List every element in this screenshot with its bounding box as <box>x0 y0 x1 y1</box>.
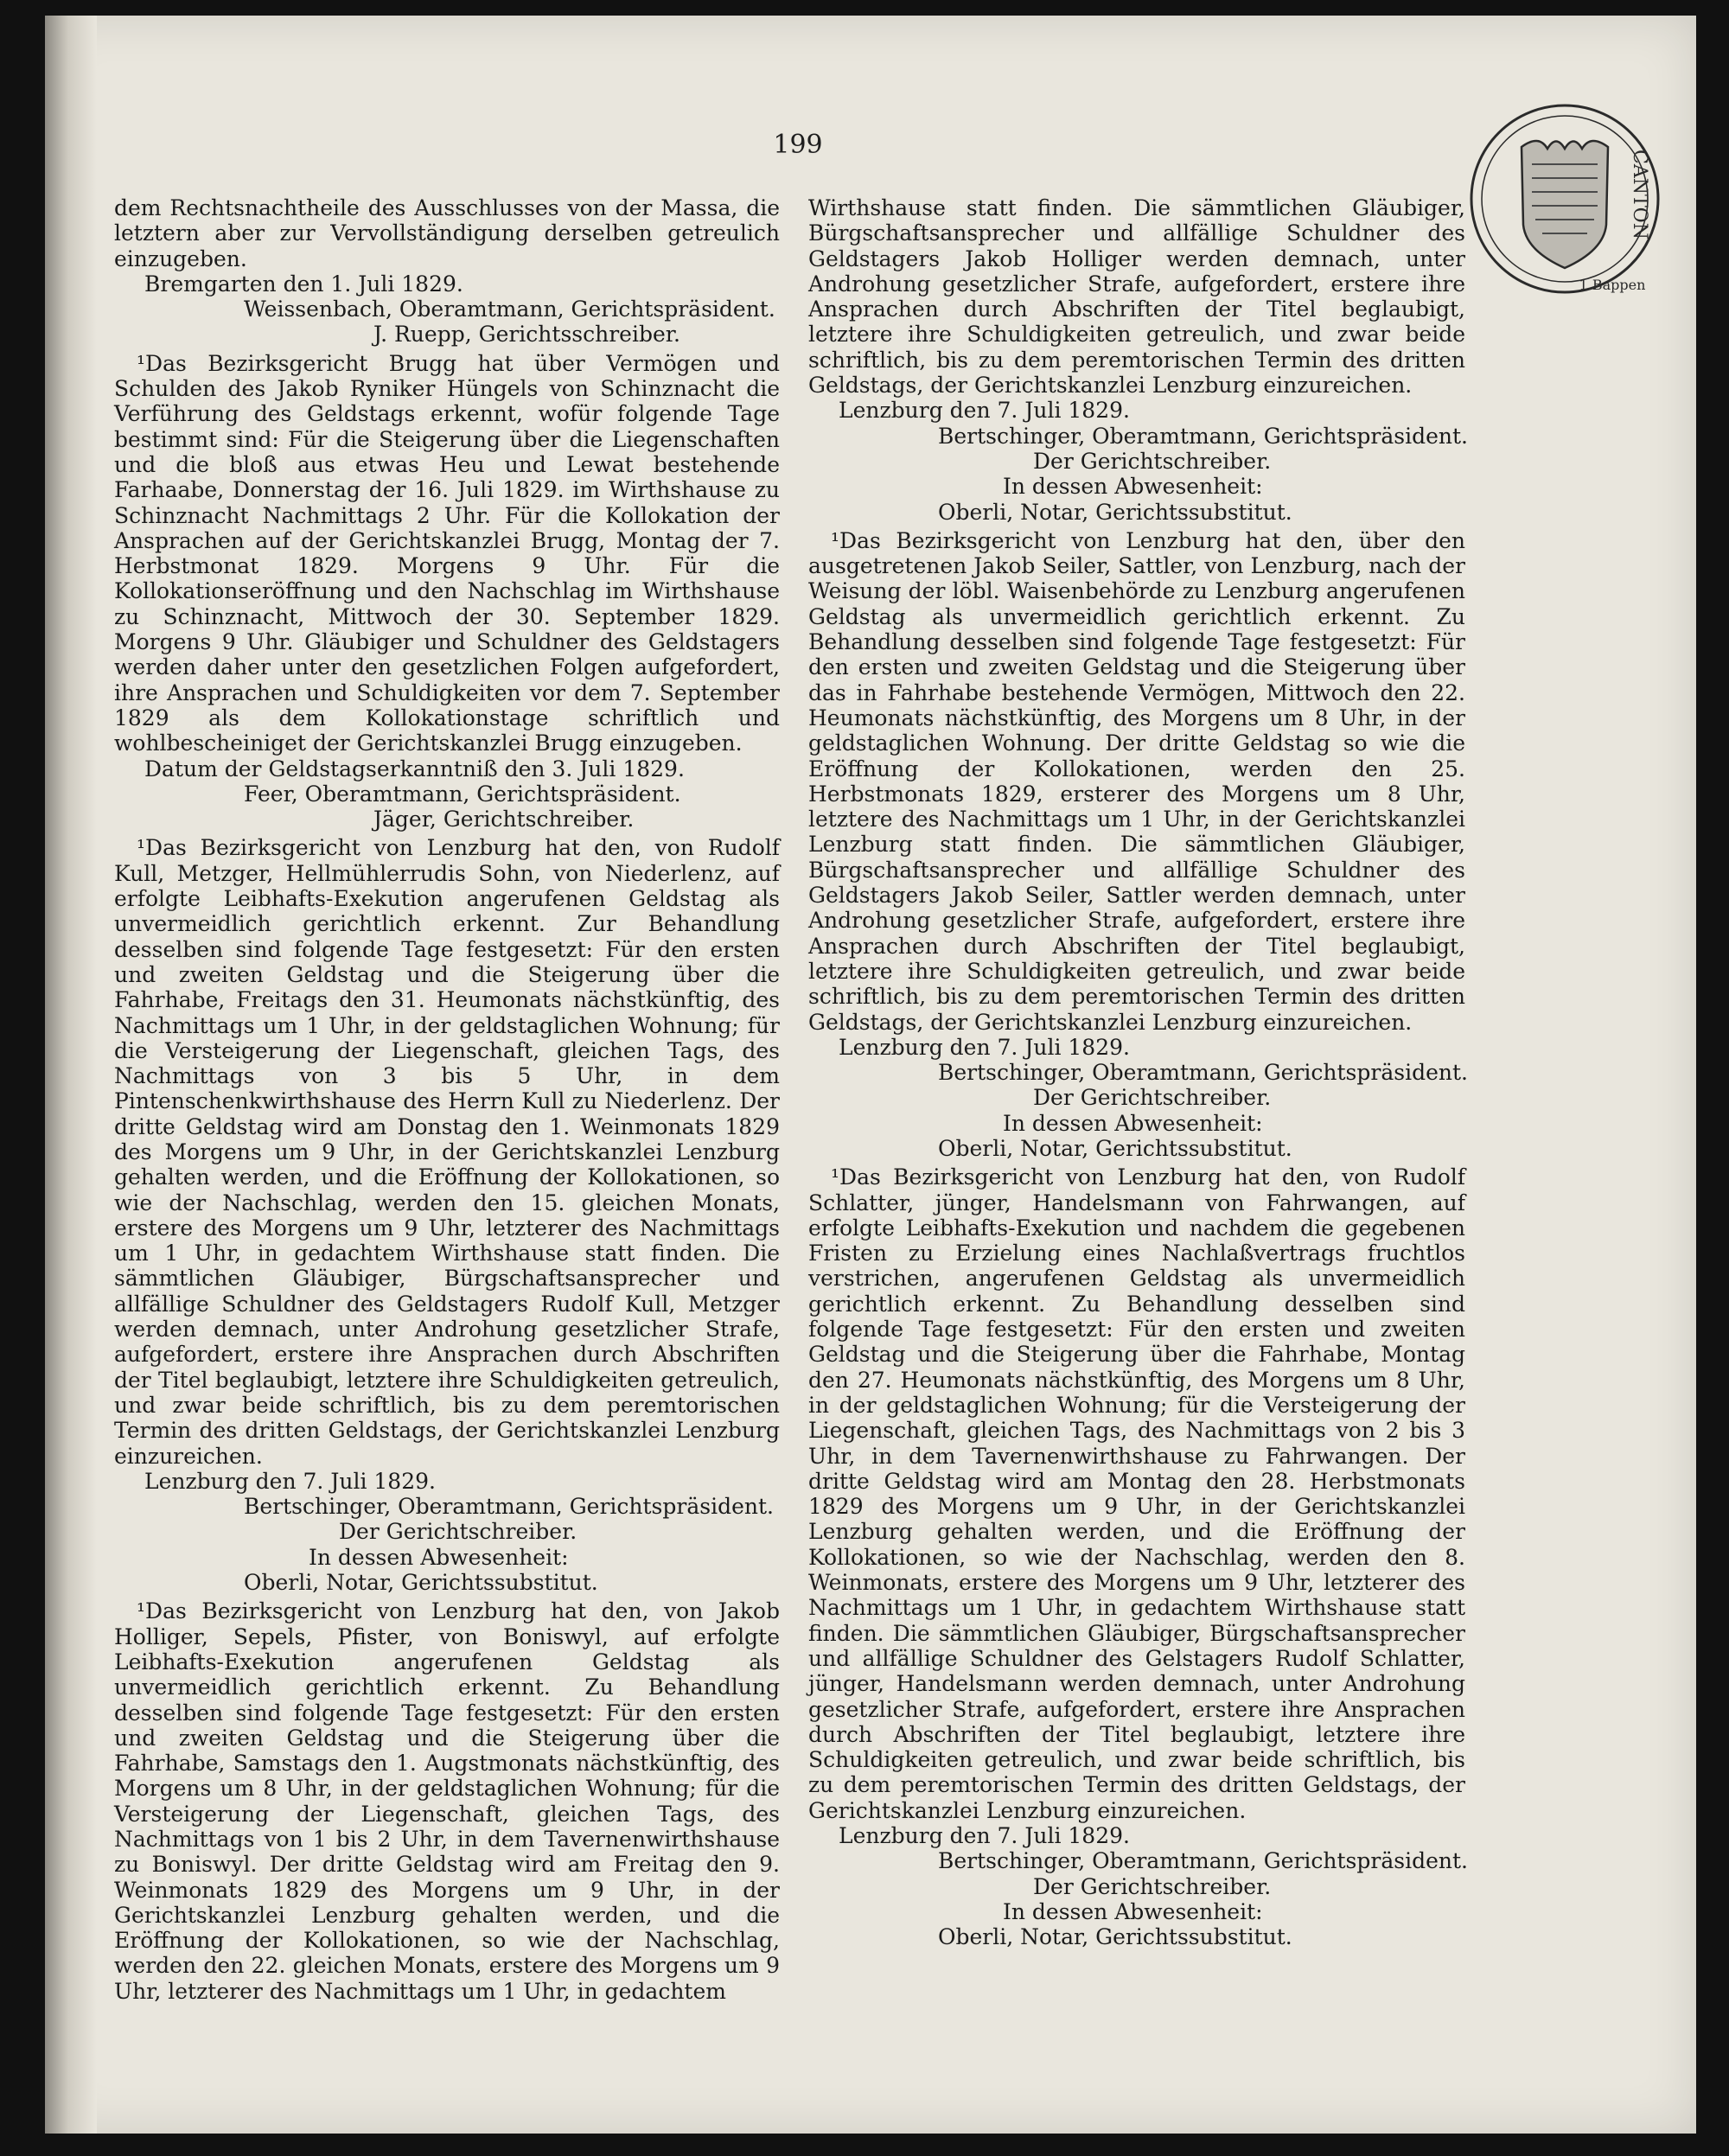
notice-lenzburg-seiler <box>808 527 1468 1161</box>
signature-line: Feer, Oberamtmann, Gerichtspräsident. <box>244 781 681 807</box>
page-number: 199 <box>773 130 823 160</box>
signature-line: Oberli, Notar, Gerichtssubstitut. <box>244 1570 598 1596</box>
continuation-text: Wirthshause statt finden. Die sämmtlichen Gläubiger, Bürgschaftsansprecher und allfällige Schuldner des Geldstagers Jakob Holliger werden demnach, unter Androhung gesetzlicher Strafe, aufgefordert, erstere ihre Ansprachen durch Abschriften der Titel beglaubigt, letztere ihre Schuldigkeiten getreulich, und zwar beide schriftlich, bis zu dem peremtorischen Termin des dritten Geldstags, der Gerichtskanzlei Lenzburg einzureichen. <box>808 195 1465 399</box>
page-fold-shadow <box>45 16 97 2134</box>
signature-line: Oberli, Notar, Gerichtssubstitut. <box>938 499 1292 525</box>
signature-line: In dessen Abwesenheit: <box>1003 474 1263 500</box>
continuation-notice-left <box>114 195 780 348</box>
notice-date: Lenzburg den 7. Juli 1829. <box>839 1034 1130 1060</box>
notice-lenzburg-holliger <box>114 1598 780 2004</box>
signature-line: In dessen Abwesenheit: <box>1003 1898 1263 1924</box>
notice-date: Lenzburg den 7. Juli 1829. <box>144 1468 436 1494</box>
continuation-text: dem Rechtsnachtheile des Ausschlusses von der Massa, die letztern aber zur Vervollständigung derselben getreulich einzugeben. <box>114 195 780 271</box>
signature-line: Jäger, Gerichtschreiber. <box>373 807 635 832</box>
continuation-notice-right <box>808 195 1468 525</box>
stamp-text-bottom: 1 Bappen <box>1579 277 1646 293</box>
notice-date: Lenzburg den 7. Juli 1829. <box>839 1823 1130 1848</box>
signature-line: In dessen Abwesenheit: <box>309 1544 569 1570</box>
signature-line: Bertschinger, Oberamtmann, Gerichtspräsident. <box>244 1494 774 1520</box>
notice-text: ¹Das Bezirksgericht von Lenzburg hat den, von Rudolf Kull, Metzger, Hellmühlerrudis Sohn, von Niederlenz, auf erfolgte Leibhafts-Exekution angerufenen Geldstag als unvermeidlich gerichtlich erkennt. Zur Behandlung desselben sind folgende Tage festgesetzt: Für den ersten und zweiten Geldstag und die Steigerung über die Fahrhabe, Freitags den 31. Heumonats nächstkünftig, des Nachmittags um 1 Uhr, in der geldstaglichen Wohnung; für die Versteigerung der Liegenschaft, gleichen Tags, des Nachmittags von 3 bis 5 Uhr, in dem Pintenschenkwirthshause des Herrn Kull zu Niederlenz. Der dritte Geldstag wird am Donstag den 1. Weinmonats 1829 des Morgens um 9 Uhr, in der Gerichtskanzlei Lenzburg gehalten werden, und die Eröffnung der Kollokationen, so wie der Nachschlag, werden den 15. gleichen Monats, erstere des Morgens um 9 Uhr, letzterer des Nachmittags um 1 Uhr, in gedachtem Wirthshause statt finden. Die sämmtlichen Gläubiger, Bürgschaftsansprecher und allfällige Schuldner des Geldstagers Rudolf Kull, Metzger werden demnach, unter Androhung gesetzlicher Strafe, aufgefordert, erstere ihre Ansprachen durch Abschriften der Titel beglaubigt, letztere ihre Schuldigkeiten getreulich, und zwar beide schriftlich, bis zu dem peremtorischen Termin des dritten Geldstags, der Gerichtskanzlei Lenzburg einzureichen. <box>114 835 780 1469</box>
signature-line: Bertschinger, Oberamtmann, Gerichtspräsident. <box>938 1060 1468 1086</box>
right-column <box>808 195 1468 1953</box>
signature-line: Der Gerichtschreiber. <box>1033 448 1272 474</box>
notice-date: Lenzburg den 7. Juli 1829. <box>839 398 1130 424</box>
notice-date: Bremgarten den 1. Juli 1829. <box>144 271 463 297</box>
notice-brugg-ryniker <box>114 351 780 832</box>
signature-line: Bertschinger, Oberamtmann, Gerichtspräsident. <box>938 423 1468 449</box>
signature-line: Der Gerichtschreiber. <box>339 1519 577 1545</box>
coat-of-arms-stamp-icon <box>1461 95 1668 303</box>
signature-line: J. Ruepp, Gerichtsschreiber. <box>373 322 680 348</box>
notice-lenzburg-kull <box>114 835 780 1595</box>
notice-date: Datum der Geldstagserkanntniß den 3. Juli 1829. <box>144 756 685 781</box>
signature-line: Der Gerichtschreiber. <box>1033 1085 1272 1111</box>
signature-line: Bertschinger, Oberamtmann, Gerichtspräsident. <box>938 1848 1468 1874</box>
notice-text: ¹Das Bezirksgericht von Lenzburg hat den, über den ausgetretenen Jakob Seiler, Sattler, von Lenzburg, nach der Weisung der löbl. Waisenbehörde zu Lenzburg angerufenen Geldstag als unvermeidlich gerichtlich erkennt. Zu Behandlung desselben sind folgende Tage festgesetzt: Für den ersten und zweiten Geldstag und die Steigerung über das in Fahrhabe bestehende Vermögen, Mittwoch den 22. Heumonats nächstkünftig, des Morgens um 8 Uhr, in der geldstaglichen Wohnung. Der dritte Geldstag so wie die Eröffnung der Kollokationen, werden den 25. Herbstmonats 1829, ersterer des Morgens um 8 Uhr, letztere des Nachmittags um 1 Uhr, in der Gerichtskanzlei Lenzburg statt finden. Die sämmtlichen Gläubiger, Bürgschaftsansprecher und allfällige Schuldner des Geldstagers Jakob Seiler, Sattler werden demnach, unter Androhung gesetzlicher Strafe, aufgefordert, erstere ihre Ansprachen durch Abschriften der Titel beglaubigt, letztere ihre Schuldigkeiten getreulich, und zwar beide schriftlich, bis zu dem peremtorischen Termin des dritten Geldstags, der Gerichtskanzlei Lenzburg einzureichen. <box>808 527 1465 1035</box>
notice-text: ¹Das Bezirksgericht von Lenzburg hat den, von Jakob Holliger, Sepels, Pfister, von Boniswyl, auf erfolgte Leibhafts-Exekution angerufenen Geldstag als unvermeidlich gerichtlich erkennt. Zu Behandlung desselben sind folgende Tage festgesetzt: Für den ersten und zweiten Geldstag und die Steigerung über die Fahrhabe, Samstags den 1. Augstmonats nächstkünftig, des Morgens um 8 Uhr, in der geldstaglichen Wohnung; für die Versteigerung der Liegenschaft, gleichen Tags, des Nachmittags von 1 bis 2 Uhr, in dem Tavernenwirthshause zu Boniswyl. Der dritte Geldstag wird am Freitag den 9. Weinmonats 1829 des Morgens um 9 Uhr, in der Gerichtskanzlei Lenzburg gehalten werden, und die Eröffnung der Kollokationen, so wie der Nachschlag, werden den 22. gleichen Monats, erstere des Morgens um 9 Uhr, letzterer des Nachmittags um 1 Uhr, in gedachtem <box>114 1598 780 2004</box>
notice-text: ¹Das Bezirksgericht Brugg hat über Vermögen und Schulden des Jakob Ryniker Hüngels von Schinznacht die Verführung des Geldstags erkennt, wofür folgende Tage bestimmt sind: Für die Steigerung über die Liegenschaften und die bloß aus etwas Heu und Lewat bestehende Farhaabe, Donnerstag der 16. Juli 1829. im Wirthshause zu Schinznacht Nachmittags 2 Uhr. Für die Kollokation der Ansprachen auf der Gerichtskanzlei Brugg, Montag der 7. Herbstmonat 1829. Morgens 9 Uhr. Für die Kollokationseröffnung und den Nachschlag im Wirthshause zu Schinznacht, Mittwoch der 30. September 1829. Morgens 9 Uhr. Gläubiger und Schuldner des Geldstagers werden daher unter den gesetzlichen Folgen aufgefordert, ihre Ansprachen und Schuldigkeiten vor dem 7. September 1829 als dem Kollokationstage schriftlich und wohlbescheiniget der Gerichtskanzlei Brugg einzugeben. <box>114 350 780 756</box>
signature-line: Oberli, Notar, Gerichtssubstitut. <box>938 1135 1292 1161</box>
left-column <box>114 195 780 2007</box>
signature-line: In dessen Abwesenheit: <box>1003 1110 1263 1136</box>
notice-lenzburg-schlatter <box>808 1164 1468 1950</box>
signature-line: Der Gerichtschreiber. <box>1033 1873 1272 1899</box>
stamp-text-top: CANTON <box>1629 150 1650 239</box>
notice-text: ¹Das Bezirksgericht von Lenzburg hat den, von Rudolf Schlatter, jünger, Handelsmann von Fahrwangen, auf erfolgte Leibhafts-Exekution und nachdem die gegebenen Fristen zu Erzielung eines Nachlaßvertrags fruchtlos verstrichen, angerufenen Geldstag als unvermeidlich gerichtlich erkennt. Zu Behandlung desselben sind folgende Tage festgesetzt: Für den ersten und zweiten Geldstag und die Steigerung über die Fahrhabe, Montag den 27. Heumonats nächstkünftig, des Morgens um 8 Uhr, in der geldstaglichen Wohnung; für die Versteigerung der Liegenschaft, gleichen Tags, des Nachmittags von 2 bis 3 Uhr, in dem Tavernenwirthshause zu Fahrwangen. Der dritte Geldstag wird am Montag den 28. Herbstmonats 1829 des Morgens um 9 Uhr, in der Gerichtskanzlei Lenzburg gehalten werden, und die Eröffnung der Kollokationen, so wie der Nachschlag, werden den 8. Weinmonats, erstere des Morgens um 9 Uhr, letzterer des Nachmittags um 1 Uhr, in gedachtem Wirthshause statt finden. Die sämmtlichen Gläubiger, Bürgschaftsansprecher und allfällige Schuldner des Gelstagers Rudolf Schlatter, jünger, Handelsmann werden demnach, unter Androhung gesetzlicher Strafe, aufgefordert, erstere ihre Ansprachen durch Abschriften der Titel beglaubigt, letztere ihre Schuldigkeiten getreulich, und zwar beide schriftlich, bis zu dem peremtorischen Termin des dritten Geldstags, der Gerichtskanzlei Lenzburg einzureichen. <box>808 1164 1465 1823</box>
signature-line: Oberli, Notar, Gerichtssubstitut. <box>938 1924 1292 1950</box>
signature-line: Weissenbach, Oberamtmann, Gerichtspräsident. <box>244 297 775 322</box>
